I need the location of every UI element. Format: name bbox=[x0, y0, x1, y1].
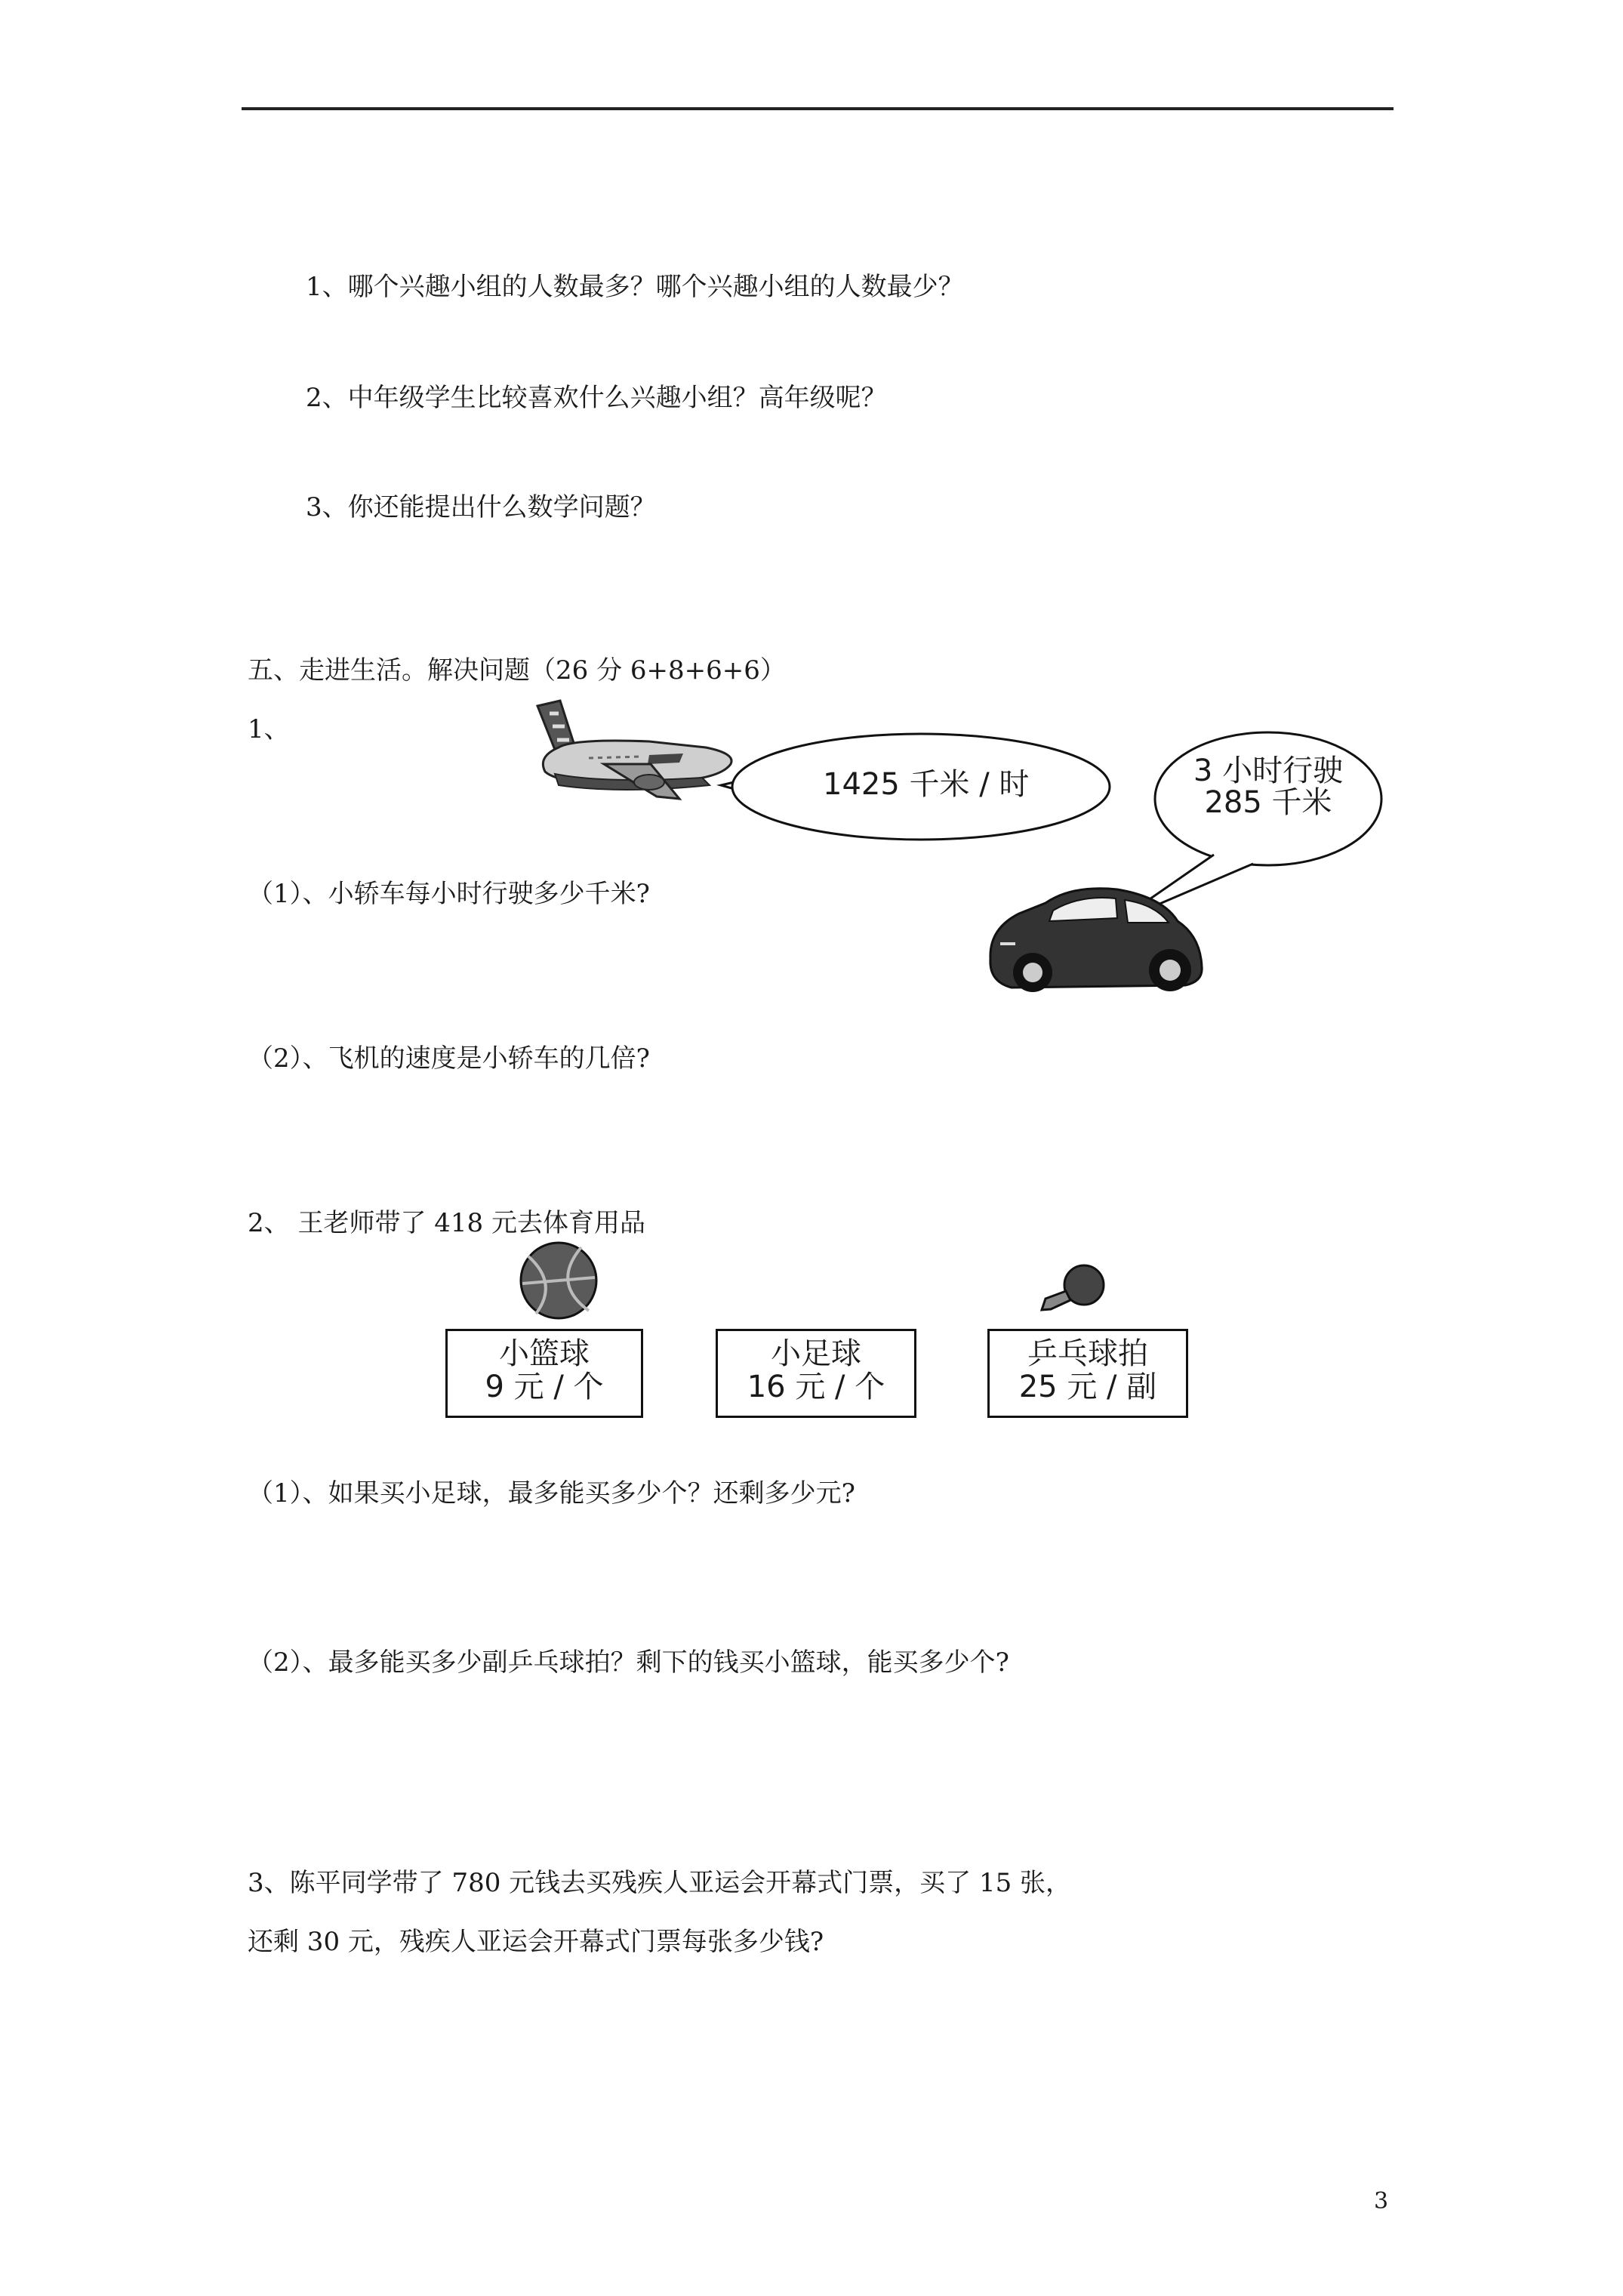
problem-1-sub-2: （2）、飞机的速度是小轿车的几倍? bbox=[248, 1043, 650, 1074]
question-3: 3、你还能提出什么数学问题？ bbox=[306, 492, 656, 522]
car-icon bbox=[990, 889, 1202, 992]
plane-speed-label: 1425 千米 / 时 bbox=[823, 767, 1030, 802]
problem-2-sub-1: （1）、如果买小足球，最多能买多少个？还剩多少元? bbox=[248, 1478, 855, 1509]
item-name: 乒乓球拍 bbox=[1027, 1336, 1148, 1371]
problem-2-sub-2: （2）、最多能买多少副乒乓球拍？剩下的钱买小篮球，能买多少个? bbox=[248, 1647, 1009, 1678]
airplane-icon bbox=[537, 701, 731, 799]
problem-1-sub-1: （1）、小轿车每小时行驶多少千米? bbox=[248, 879, 650, 909]
section-5-heading: 五、走进生活。解决问题（26 分 6+8+6+6） bbox=[248, 655, 786, 686]
item-name: 小足球 bbox=[771, 1336, 861, 1371]
price-box-football bbox=[716, 1329, 916, 1418]
question-1: 1、哪个兴趣小组的人数最多？哪个兴趣小组的人数最少？ bbox=[306, 272, 964, 302]
car-distance-line1: 3 小时行驶 bbox=[1193, 754, 1344, 788]
ping-pong-paddle-icon bbox=[1042, 1265, 1104, 1310]
item-price: 16 元 / 个 bbox=[747, 1370, 885, 1404]
price-box-basketball bbox=[445, 1329, 643, 1418]
car-distance-line2: 285 千米 bbox=[1204, 785, 1332, 820]
price-box-paddle bbox=[987, 1329, 1188, 1418]
problem-3-line-2: 还剩 30 元，残疾人亚运会开幕式门票每张多少钱? bbox=[248, 1927, 824, 1957]
item-price: 9 元 / 个 bbox=[485, 1370, 604, 1404]
problem-1-number: 1、 bbox=[248, 714, 290, 744]
problem-3-line-1: 3、陈平同学带了 780 元钱去买残疾人亚运会开幕式门票，买了 15 张， bbox=[248, 1868, 1072, 1898]
page-number: 3 bbox=[1374, 2188, 1389, 2214]
question-2: 2、中年级学生比较喜欢什么兴趣小组？高年级呢？ bbox=[306, 383, 887, 413]
item-name: 小篮球 bbox=[499, 1336, 590, 1371]
item-price: 25 元 / 副 bbox=[1018, 1370, 1157, 1404]
problem-2-intro: 2、 王老师带了 418 元去体育用品 bbox=[248, 1208, 645, 1238]
basketball-icon bbox=[521, 1243, 596, 1318]
